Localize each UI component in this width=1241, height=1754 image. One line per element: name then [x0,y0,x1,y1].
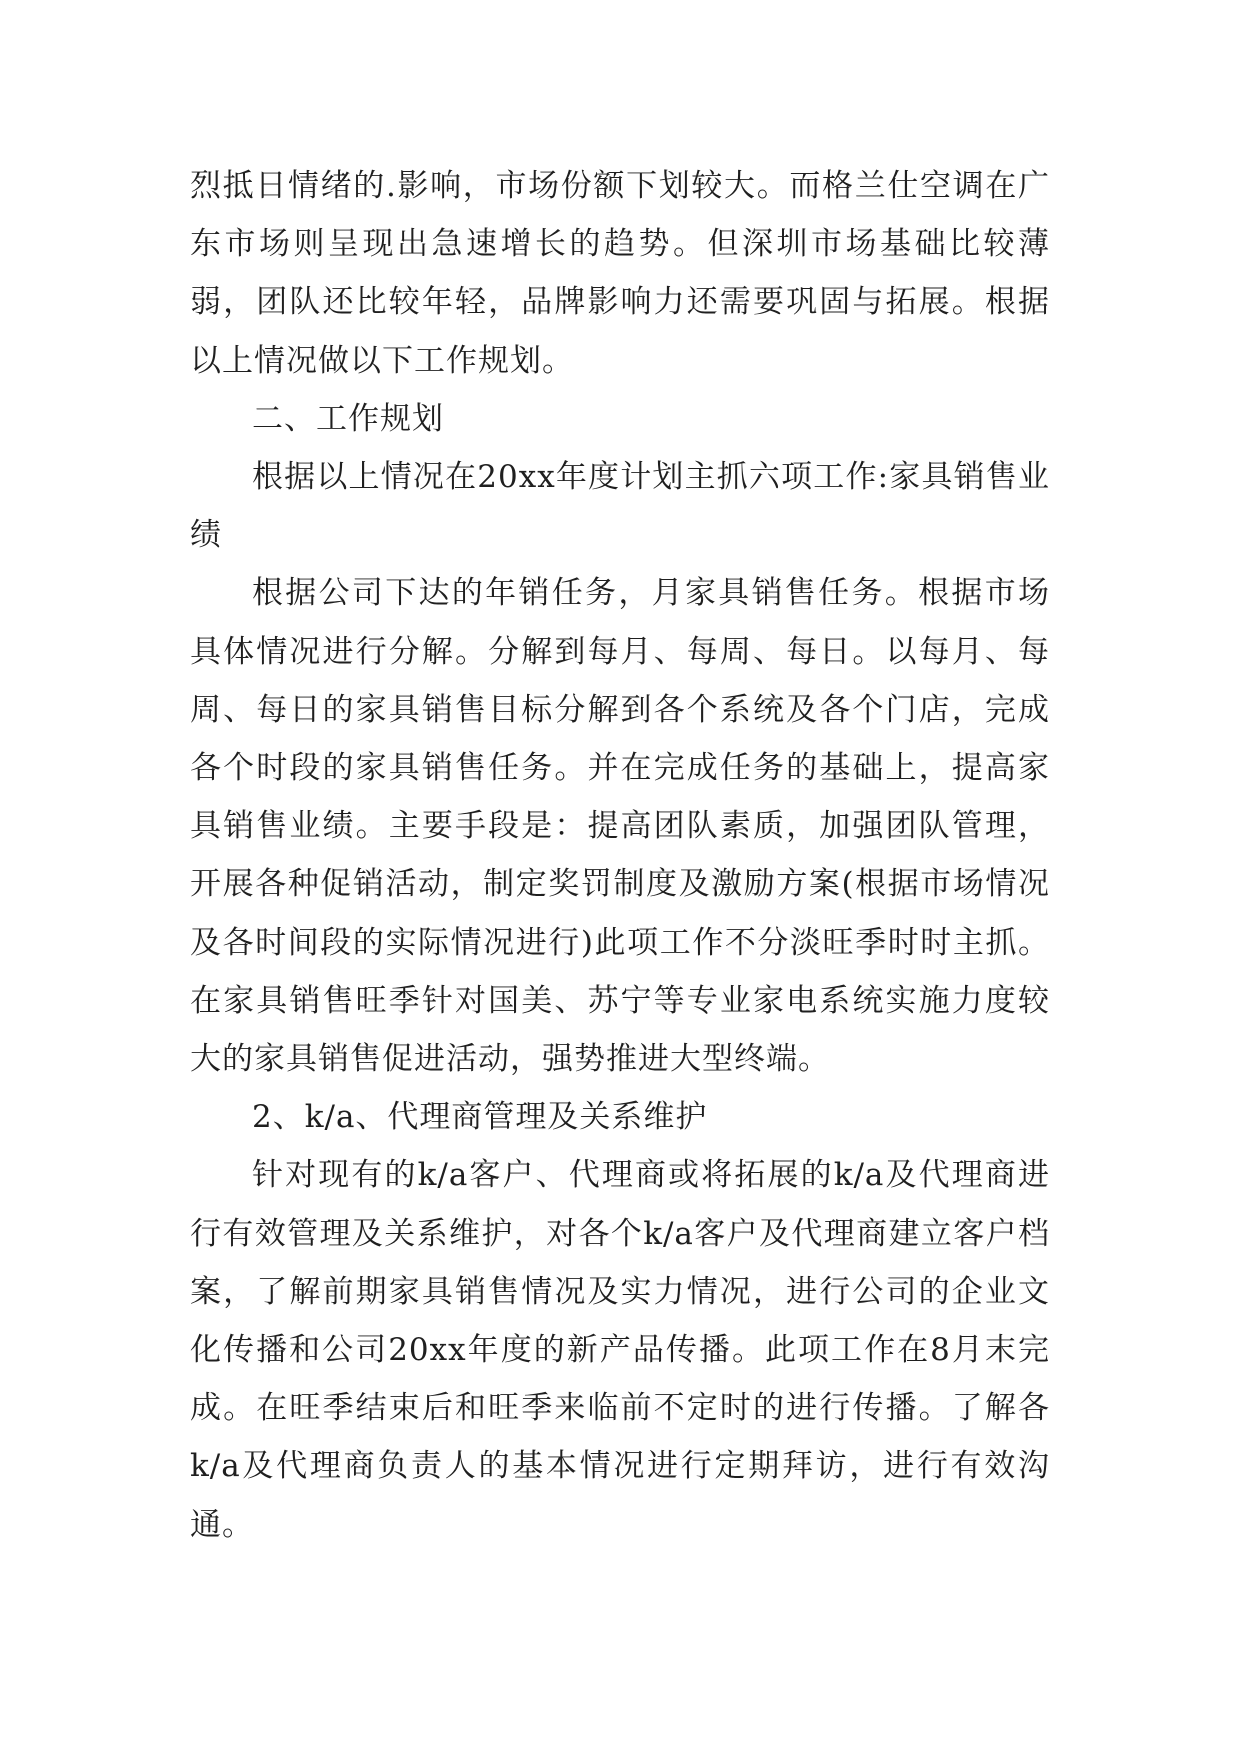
paragraph-ka-agent-details: 针对现有的k/a客户、代理商或将拓展的k/a及代理商进行有效管理及关系维护，对各个k/a客户及代理商建立客户档案，了解前期家具销售情况及实力情况，进行公司的企业文化传播和公司20xx年度的新产品传播。此项工作在8月末完成。在旺季结束后和旺季来临前不定时的进行传播。了解各k/a及代理商负责人的基本情况进行定期拜访，进行有效沟通。 [190,1157,1050,1543]
section-heading-work-plan: 二、工作规划 [252,400,444,437]
paragraph-sales-targets: 根据公司下达的年销任务，月家具销售任务。根据市场具体情况进行分解。分解到每月、每周、每日。以每月、每周、每日的家具销售目标分解到各个系统及各个门店，完成各个时段的家具销售任务。并在完成任务的基础上，提高家具销售业绩。主要手段是：提高团队素质，加强团队管理，开展各种促销活动，制定奖罚制度及激励方案(根据市场情况及各时间段的实际情况进行)此项工作不分淡旺季时时主抓。在家具销售旺季针对国美、苏宁等专业家电系统实施力度较大的家具销售促进活动，强势推进大型终端。 [190,575,1050,1078]
document-body [190,157,1050,1554]
subheading-ka-agent-management: 2、k/a、代理商管理及关系维护 [252,1099,708,1136]
paragraph-continuation: 烈抵日情绪的.影响，市场份额下划较大。而格兰仕空调在广东市场则呈现出急速增长的趋势。但深圳市场基础比较薄弱，团队还比较年轻，品牌影响力还需要巩固与拓展。根据以上情况做以下工作规划。 [190,168,1050,379]
paragraph-plan-intro: 根据以上情况在20xx年度计划主抓六项工作:家具销售业绩 [190,459,1050,554]
